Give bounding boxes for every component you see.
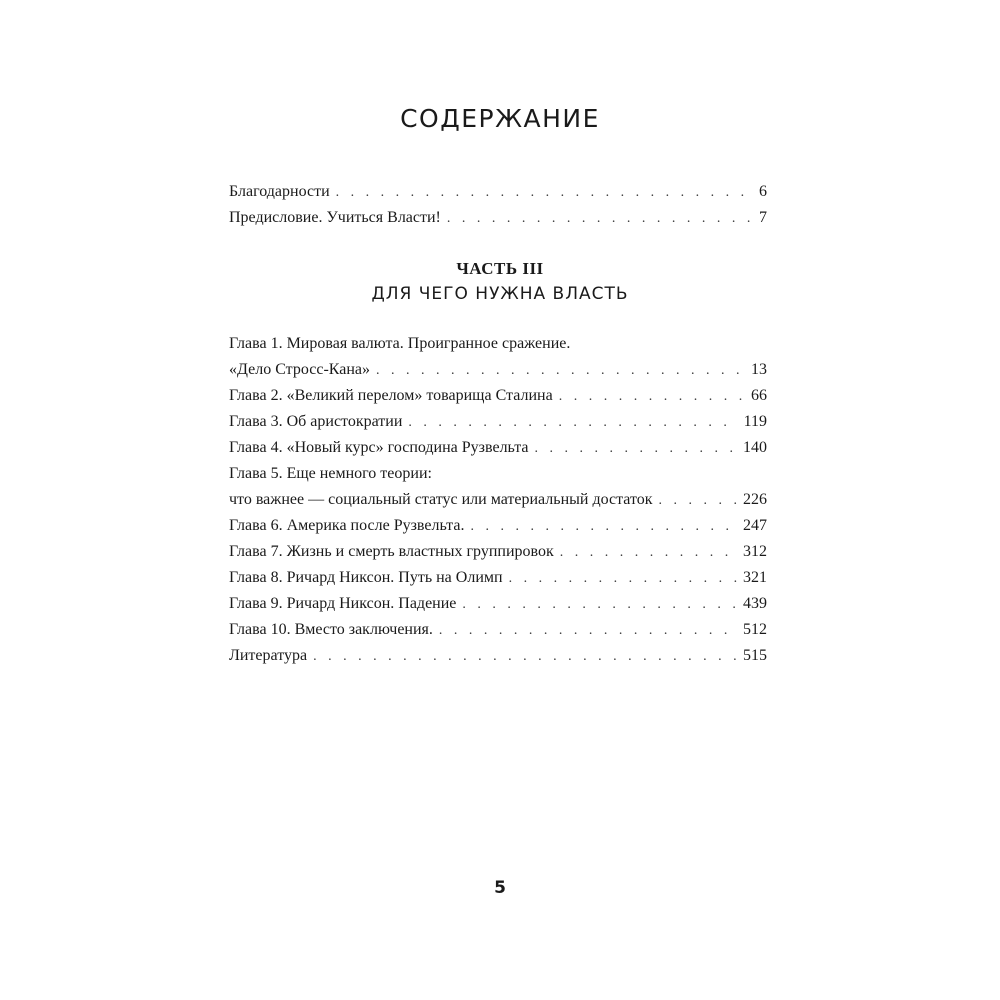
page-title: СОДЕРЖАНИЕ — [400, 104, 600, 133]
toc-entry — [229, 409, 767, 435]
toc-entry-page: 247 — [743, 517, 767, 534]
toc-leader-dots — [408, 410, 737, 436]
toc-entry-title: Глава 7. Жизнь и смерть властных группировок — [229, 543, 554, 560]
toc-leader-dots — [470, 514, 737, 540]
chapter-list — [229, 331, 767, 669]
toc-entry — [229, 617, 767, 643]
toc-entry — [229, 331, 767, 357]
toc-leader-dots — [535, 436, 737, 462]
toc-entry — [229, 205, 767, 231]
toc-entry-page: 312 — [743, 543, 767, 560]
toc-entry-title: Благодарности — [229, 183, 330, 200]
toc-entry-title: Литература — [229, 647, 308, 664]
toc-entry-page: 13 — [751, 361, 767, 378]
toc-entry — [229, 591, 767, 617]
toc-entry — [229, 565, 767, 591]
toc-leader-dots — [659, 488, 737, 514]
part-number: ЧАСТЬ III — [456, 259, 544, 278]
toc-leader-dots — [439, 618, 737, 644]
front-matter-list — [229, 179, 767, 231]
toc-entry — [229, 539, 767, 565]
toc-leader-dots — [336, 180, 753, 206]
toc-entry-title: Глава 1. Мировая валюта. Проигранное сражение. — [229, 335, 571, 352]
toc-entry-title: Глава 9. Ричард Никсон. Падение — [229, 595, 457, 612]
toc-entry-title: Глава 8. Ричард Никсон. Путь на Олимп — [229, 569, 503, 586]
toc-leader-dots — [462, 592, 737, 618]
toc-entry-title: Глава 3. Об аристократии — [229, 413, 403, 430]
toc-entry-page: 6 — [759, 183, 767, 200]
toc-entry-page: 119 — [743, 413, 767, 430]
toc-entry — [229, 435, 767, 461]
toc-entry — [229, 487, 767, 513]
part-name: ДЛЯ ЧЕГО НУЖНА ВЛАСТЬ — [371, 284, 629, 304]
toc-entry-page: 140 — [743, 439, 767, 456]
part-heading — [0, 257, 1000, 307]
toc-entry-page: 7 — [759, 209, 767, 226]
toc-entry-title: Глава 2. «Великий перелом» товарища Сталина — [229, 387, 553, 404]
toc-entry — [229, 461, 767, 487]
toc-entry-page: 66 — [751, 387, 767, 404]
toc-entry-title: Глава 4. «Новый курс» господина Рузвельта — [229, 439, 529, 456]
toc-entry-page: 515 — [743, 647, 767, 664]
toc-leader-dots — [376, 358, 745, 384]
toc-entry-page: 321 — [743, 569, 767, 586]
toc-leader-dots — [560, 540, 737, 566]
toc-leader-dots — [559, 384, 745, 410]
toc-leader-dots — [447, 206, 753, 232]
toc-entry-title: «Дело Стросс-Кана» — [229, 361, 370, 378]
toc-entry — [229, 179, 767, 205]
toc-entry-title: что важнее — социальный статус или материальный достаток — [229, 491, 653, 508]
toc-leader-dots — [313, 644, 737, 670]
toc-entry — [229, 357, 767, 383]
toc-entry-title: Предисловие. Учиться Власти! — [229, 209, 441, 226]
toc-entry-title: Глава 6. Америка после Рузвельта. — [229, 517, 465, 534]
toc-entry — [229, 383, 767, 409]
toc-entry — [229, 643, 767, 669]
toc-entry-title: Глава 5. Еще немного теории: — [229, 465, 432, 482]
toc-entry-page: 439 — [743, 595, 767, 612]
page-number: 5 — [494, 878, 506, 898]
toc-entry-title: Глава 10. Вместо заключения. — [229, 621, 433, 638]
toc-entry-page: 512 — [743, 621, 767, 638]
toc-leader-dots — [509, 566, 737, 592]
toc-entry-page: 226 — [743, 491, 767, 508]
toc-entry — [229, 513, 767, 539]
